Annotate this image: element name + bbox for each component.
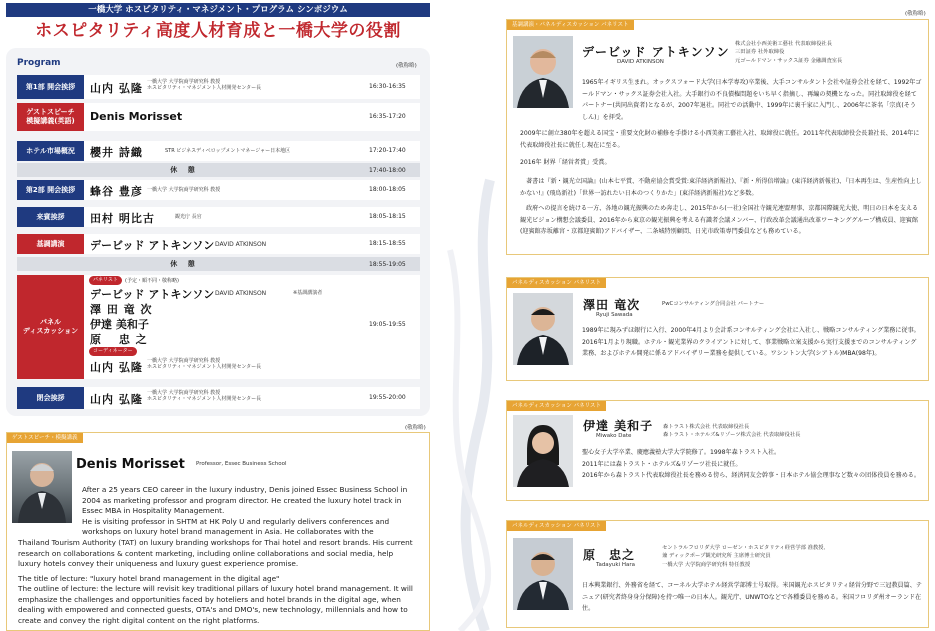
program-tag: 基調講演 — [17, 234, 84, 254]
program-time: 16:30-16:35 — [369, 83, 406, 90]
speaker-affiliation: STR ビジネスディベロップメントマネージャー日本地区 — [165, 148, 291, 154]
date-profile-tab: パネルディスカッション パネリスト — [507, 401, 606, 411]
program-row-guest-greeting — [17, 207, 420, 227]
speaker-affiliation: 一橋大学 大学院商学研究科 教授 — [147, 187, 221, 193]
atkinson-bio-early: 1965年イギリス生まれ。オックスフォード大学(日本学専攻)卒業後、大手コンサルタント会社や証券会社を経て、1992年ゴールドマン・サックス証券会社入社。大手銀行の不良債権問題をいち早く指摘し、再編の契機となった。同社取締役を経てパートナー(共同出資者)となるが、2007年退社。同社での活動中、1999年に裏千家に入門し、2006年に茶名「宗真(そうしん)」を拝受。 — [582, 79, 922, 121]
hara-profile-tab: パネルディスカッション パネリスト — [507, 521, 606, 531]
hara-photo — [513, 538, 573, 610]
program-tag: ホテル市場概況 — [17, 141, 84, 161]
atkinson-name: デービッド アトキンソン — [582, 45, 730, 59]
program-heading: Program — [17, 58, 61, 68]
panelist-name-en: DAVID ATKINSON — [215, 290, 267, 297]
program-tag: ゲストスピーチ 模擬講義(英語) — [17, 103, 84, 131]
program-time: 18:55-19:05 — [369, 261, 406, 268]
coordinator-affiliation: 一橋大学 大学院商学研究科 教授 ホスピタリティ・マネジメント人材開発センター長 — [147, 358, 262, 371]
program-tag: 第1部 開会挨拶 — [17, 75, 84, 99]
panelist-tag: パネリスト — [89, 276, 122, 285]
atkinson-books: 著書は『新・観光立国論』(山本七平賞、不動産協会賞受賞:東洋経済新報社)、『新・所得倍増論』(東洋経済新報社)、『日本再生は、生産性向上しかない!』(飛鳥新社)「世界一訪れたい日本のつくりかた」(東洋経済新報社)など多数。 — [520, 178, 922, 197]
right-honorific-note: (敬称略) — [905, 11, 926, 17]
program-row-guest-speech — [17, 103, 420, 131]
speaker-name-en: DAVID ATKINSON — [215, 241, 267, 248]
program-time: 18:05-18:15 — [369, 213, 406, 220]
lecture-title: The title of lecture: "luxury hotel brand management in the digital age" — [18, 574, 280, 583]
panelist-name: 伊達 美和子 — [90, 318, 149, 331]
guest-speaker-photo — [12, 451, 72, 523]
break-label: 休 憩 — [170, 166, 199, 174]
program-time: 18:00-18:05 — [369, 186, 406, 193]
guest-honorific-note: (敬称略) — [405, 425, 426, 431]
program-time: 18:15-18:55 — [369, 240, 406, 247]
date-photo — [513, 415, 573, 487]
speaker-name: 蜂谷 豊彦 — [90, 185, 143, 198]
program-row-market-overview — [17, 141, 420, 161]
speaker-name: 田村 明比古 — [90, 212, 155, 225]
guest-speech-tab: ゲストスピーチ・模擬講義 — [7, 433, 83, 443]
atkinson-award: 2016年 財界「経営者賞」受賞。 — [520, 159, 611, 166]
program-time: 17:40-18:00 — [369, 167, 406, 174]
atkinson-photo — [513, 36, 573, 108]
program-time: 19:55-20:00 — [369, 394, 406, 401]
coordinator-tag: コーディネーター — [89, 347, 137, 356]
program-honorific-note: (敬称略) — [396, 63, 417, 69]
coordinator-name: 山内 弘隆 — [90, 361, 143, 374]
guest-speaker-name: Denis Morisset — [76, 457, 185, 472]
page-title: ホスピタリティ高度人材育成と一橋大学の役割 — [35, 21, 401, 41]
sawada-name: 澤田 竜次 — [583, 298, 641, 312]
atkinson-profile-tab: 基調講演・パネルディスカッション パネリスト — [507, 20, 634, 30]
speaker-affiliation: 一橋大学 大学院商学研究科 教授 ホスピタリティ・マネジメント人材開発センター長 — [147, 390, 262, 403]
date-name-roman: Miwako Date — [596, 433, 632, 439]
sawada-photo — [513, 293, 573, 365]
guest-bio-continued: Thailand Tourism Authority (TAT) on luxury branding workshops for Thai hotel and resort brands. His current research on collaborations & content marketing, including online collaborations and social media, help luxury hotels convey their uniqueness and luxury guest experience promise. — [18, 538, 413, 569]
speaker-name: デービッド アトキンソン — [90, 239, 215, 252]
hara-name-roman: Tadayuki Hara — [596, 562, 636, 568]
program-time: 16:35-17:20 — [369, 113, 406, 120]
atkinson-bio-career: 2009年に創立380年を超える国宝・重要文化財の補修を手掛ける小西美術工藝社入社、取締役に就任。2011年代表取締役会長兼社長、2014年に代表取締役社長に就任し現在に至る。 — [520, 130, 920, 149]
panelist-name: 原 忠 之 — [90, 333, 148, 346]
sawada-profile-tab: パネルディスカッション パネリスト — [507, 278, 606, 288]
program-row-closing — [17, 387, 420, 409]
atkinson-activities: 政府への提言を続ける一方、各地の観光振興のため奔走し、2015年から(一社)全国社寺観光連盟理事、京都国際観光大使、明日の日本を支える観光ビジョン構想会議委員、2016年から東京の観光振興を考える有識者会議メンバー、行政改革会議通出改革ワーキンググループ構成員、迎賓館(迎賓館赤坂離宮・京都迎賓館)アドバイザー、二条城特別顧問、日光市政策専門委員なども務めている。 — [520, 205, 919, 236]
panelist-name: デービッド アトキンソン — [90, 288, 215, 301]
speaker-name: 櫻井 詩織 — [90, 146, 143, 159]
program-tag: パネル ディスカッション — [17, 275, 84, 379]
sawada-name-roman: Ryuji Sawada — [596, 312, 633, 318]
program-tag: 第2部 開会挨拶 — [17, 180, 84, 200]
sawada-bio: 1989年に現みずほ銀行に入行、2000年4月より会計系コンサルティング会社に入社し、戦略コンサルティング業務に従事。2016年1月より現職。ホテル・観光業界のクライアントに対して、事業戦略立案支援から実行支援までのコンサルティング業務、およびホテル開発に係るアドバイザリー業務を提供している。ワシントン大学(シアトル)MBA(98年)。 — [582, 327, 920, 358]
sawada-affiliation: PwCコンサルティング合同会社 パートナー — [662, 301, 765, 307]
speaker-affiliation: 一橋大学 大学院商学研究科 教授 ホスピタリティ・マネジメント人材開発センター長 — [147, 79, 262, 92]
decorative-swoosh — [430, 0, 506, 631]
program-row-opening-1 — [17, 75, 420, 99]
program-break — [17, 163, 420, 177]
program-row-opening-2 — [17, 180, 420, 200]
program-tag: 来賓挨拶 — [17, 207, 84, 227]
program-row-keynote — [17, 234, 420, 254]
keynote-speaker-note: ※基調講演者 — [293, 290, 323, 296]
guest-bio: After a 25 years CEO career in the luxury industry, Denis joined Essec Business School in 2004 as marketing professor and program director. He created the luxury hotel track in Essec MBA in Hospitality Management. He is visiting professor in SHTM at HK Poly U and regularly delivers conferences and workshops on luxury hotel brand management in Asia. He collaborates with the — [82, 485, 408, 537]
hara-bio: 日本興業銀行、外務省を経て、コーネル大学ホテル経営学部博士号取得。米国観光ホスピタリティ経営分野で三冠教員篇、テニュア(研究者終身身分保障)を持つ唯一の日本人。観光庁、UNWTOなどで各種委員を務める。米国フロリダ州オーランド在住。 — [582, 582, 922, 613]
speaker-name: 山内 弘隆 — [90, 393, 143, 406]
program-row-panel — [17, 275, 420, 379]
break-label: 休 憩 — [170, 260, 199, 268]
speaker-affiliation: 観光庁 長官 — [175, 214, 202, 220]
guest-speaker-role: Professor, Essec Business School — [196, 461, 287, 467]
date-name: 伊達 美和子 — [583, 419, 654, 433]
panelist-name: 澤 田 竜 次 — [90, 303, 153, 316]
atkinson-name-roman: DAVID ATKINSON — [617, 59, 664, 65]
date-bio: 聖心女子大学卒業、慶應義塾大学大学院修了。1998年森トラスト入社。 2011年には森トラスト・ホテルズ&リゾーツ社長に就任。 2016年から森トラスト代表取締役社長を務める傍ら、経済同友会幹事・日本ホテル協会理事など数々の団体役員を務める。 — [582, 449, 920, 480]
atkinson-affiliation: 株式会社小西美術工藝社 代表取締役社長 三田証券 社外取締役 元ゴールドマン・サックス証券 金融調査室長 — [735, 41, 843, 64]
hara-affiliation: セントラルフロリダ大学 ローゼン・ホスピタリティ経営学部 准教授、 兼 ディックポープ観光研究所 主席博士研究員 一橋大学 大学院商学研究科 特任教授 — [662, 545, 829, 568]
speaker-name: Denis Morisset — [90, 110, 183, 123]
speaker-name: 山内 弘隆 — [90, 82, 143, 95]
program-break — [17, 257, 420, 271]
date-affiliation: 森トラスト株式会社 代表取締役社長 森トラスト・ホテルズ&リゾーツ株式会社 代表取締役社長 — [663, 424, 801, 439]
lecture-outline: The outline of lecture: the lecture will revisit key traditional pillars of luxury hotel brand management. It will emphasize the challenges and opportunities faced by hoteliers and hotel brands in the digital age, when dealing with empowered and connected guests, OTA's and DMO's, new technology, millennials and how to create and convey the right digital content on the right platforms. — [18, 584, 413, 625]
program-time: 19:05-19:55 — [369, 321, 406, 328]
program-tag: 閉会挨拶 — [17, 387, 84, 409]
program-time: 17:20-17:40 — [369, 147, 406, 154]
hara-name: 原 忠之 — [583, 548, 636, 562]
panelist-order-note: (予定・順不同・敬称略) — [125, 278, 179, 284]
symposium-banner: 一橋大学 ホスピタリティ・マネジメント・プログラム シンポジウム — [6, 3, 430, 17]
